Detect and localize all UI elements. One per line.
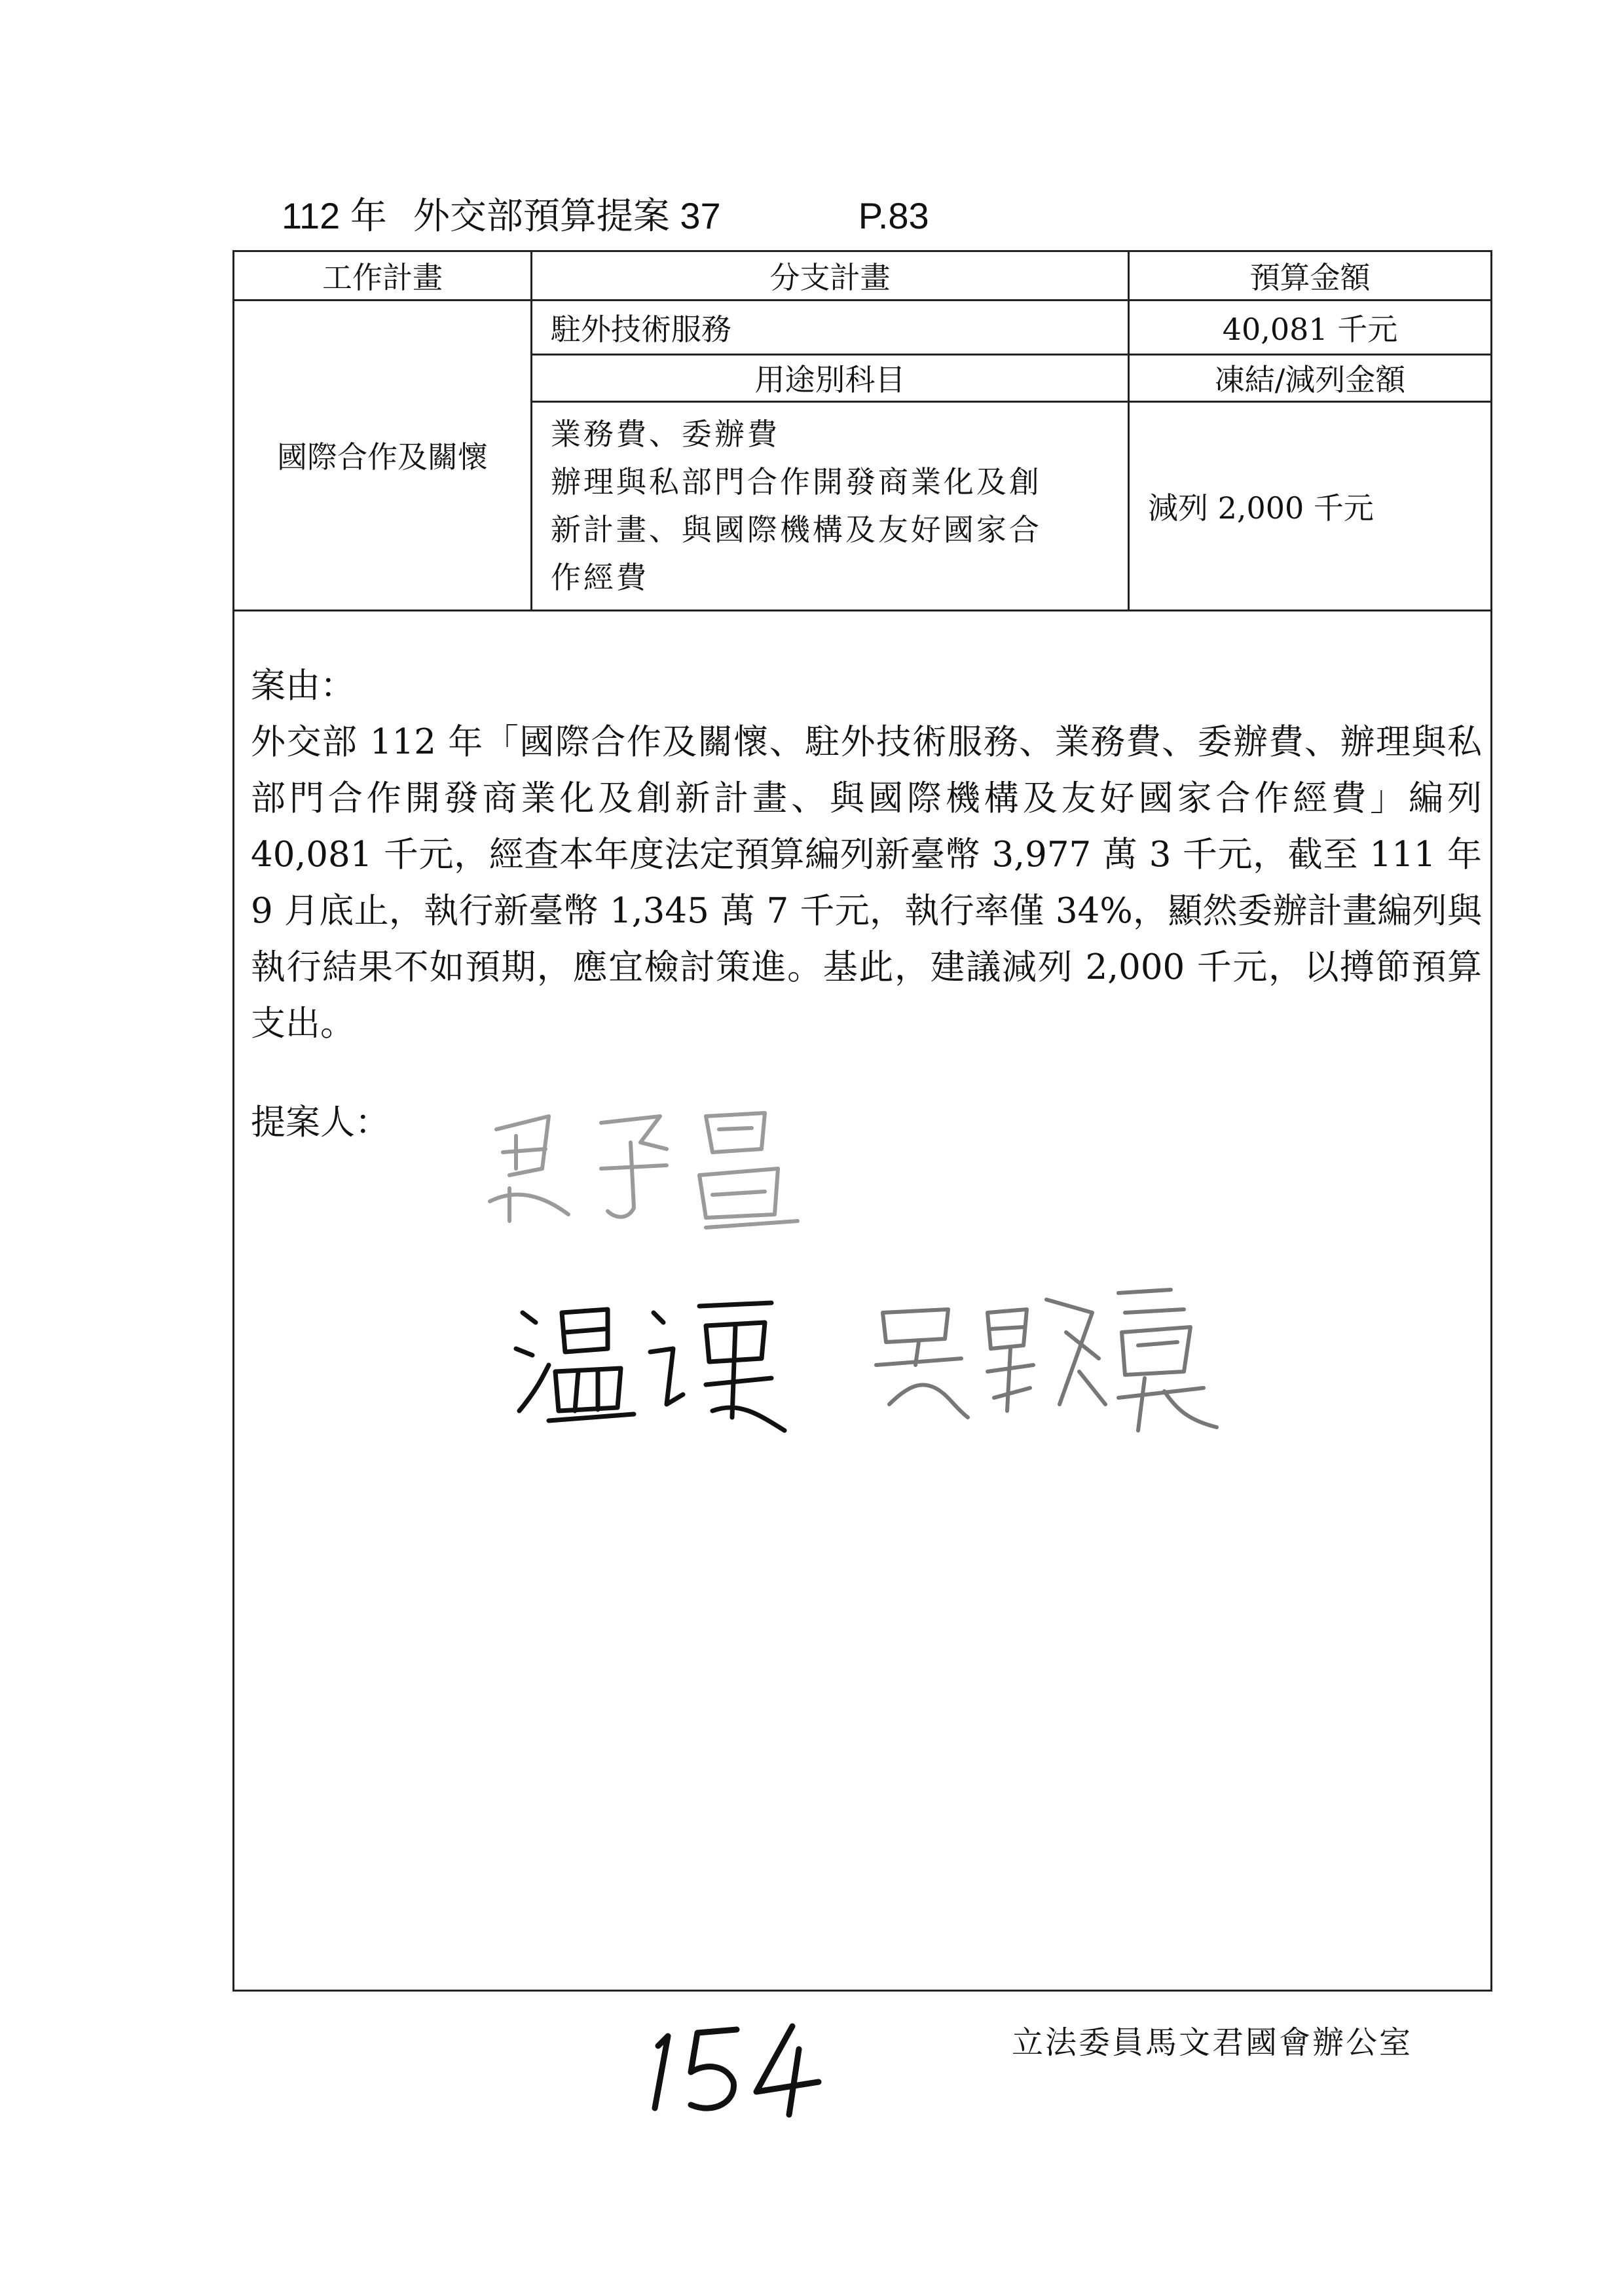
header-use-item: 用途別科目: [531, 354, 1128, 401]
signature-ma-wen-chun: [470, 1090, 837, 1241]
cut-value: 減列 2,000 千元: [1128, 401, 1490, 610]
proposer-label: 提案人：: [251, 1102, 390, 1142]
header-branch-plan: 分支計畫: [531, 252, 1128, 300]
heading-title: 外交部預算提案 37: [413, 195, 721, 236]
use-item-line: 辦理與私部門合作開發商業化及創: [550, 464, 1042, 500]
reason-text: 外交部 112 年「國際合作及關懷、駐外技術服務、業務費、委辦費、辦理與私部門合作開發商業化及創新計畫、與國際機構及友好國家合作經費」編列 40,081 千元，經查本年度法定預算編列新臺幣 3,977 萬 3 千元，截至 111 年 9 月底止，執行新臺幣 1,345 萬 7 千元，執行率僅 34%，顯然委辦計畫編列與執行結果不如預期，應宜檢討策進。基此，建議減列 2,000 千元，以撙節預算支出。: [251, 722, 1482, 1044]
use-item-cell: [531, 401, 1128, 610]
document-heading: [282, 190, 1067, 242]
header-work-plan: 工作計畫: [234, 252, 531, 300]
heading-page: P.83: [858, 195, 929, 236]
branch-plan-value: 駐外技術服務: [531, 300, 1128, 354]
office-name: 立法委員馬文君國會辦公室: [1012, 2024, 1413, 2061]
use-item-line: 新計畫、與國際機構及友好國家合: [550, 511, 1042, 547]
signature-wu-si-huai: [863, 1273, 1230, 1437]
work-plan-value: 國際合作及關懷: [234, 300, 531, 610]
reason-section: [251, 658, 1482, 1052]
budget-value: 40,081 千元: [1128, 300, 1490, 354]
reason-label: 案由：: [251, 666, 355, 706]
use-item-line: 業務費、委辦費: [550, 416, 780, 452]
use-item-line: 作經費: [550, 559, 649, 595]
proposal-frame: [232, 250, 1492, 1992]
budget-table: [234, 252, 1490, 611]
signature-wen-yu-hsia: [509, 1286, 804, 1444]
page-number: [629, 2010, 825, 2121]
header-freeze-cut: 凍結/減列金額: [1128, 354, 1490, 401]
page-number-handwritten: [629, 2010, 825, 2121]
heading-year: 112 年: [282, 195, 387, 236]
header-budget: 預算金額: [1128, 252, 1490, 300]
